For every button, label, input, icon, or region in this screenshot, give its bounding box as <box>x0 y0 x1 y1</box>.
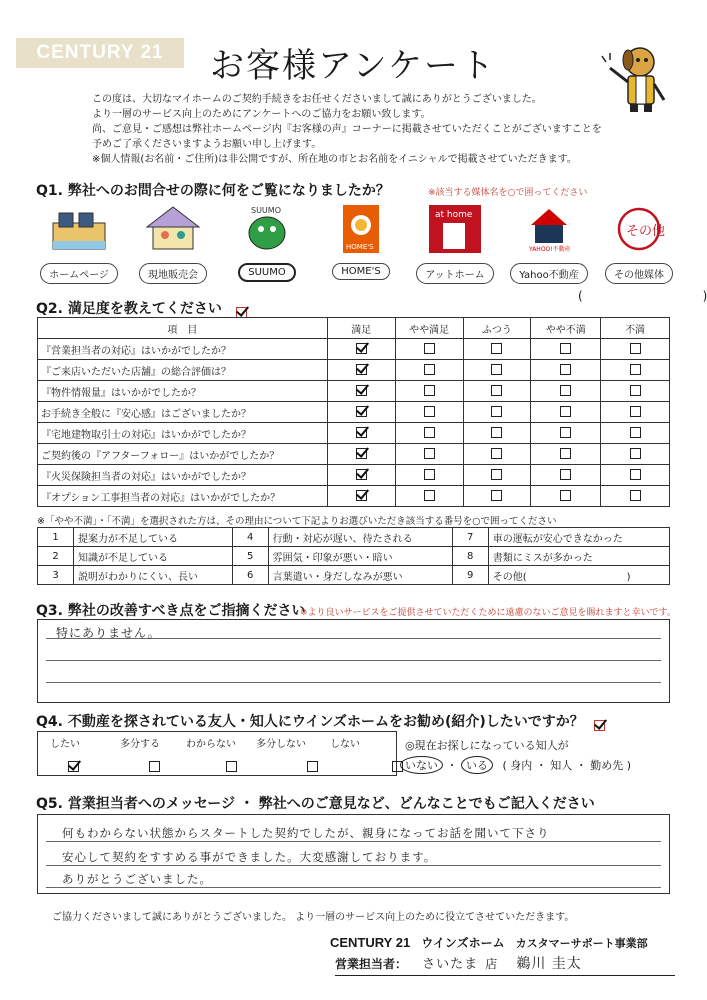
rating-cell <box>327 465 395 486</box>
rating-cell <box>531 360 601 381</box>
rating-cell <box>531 486 601 507</box>
media-label-yahoo: Yahoo不動産 <box>510 263 587 284</box>
recommend-checkbox[interactable] <box>226 761 237 772</box>
suumo-mascot-icon <box>237 205 297 253</box>
known-separator: ・ <box>446 759 458 772</box>
reason-number[interactable]: 1 <box>38 528 74 547</box>
rating-checkbox[interactable] <box>560 469 571 480</box>
rating-checkbox[interactable] <box>491 469 502 480</box>
rating-checkbox[interactable] <box>560 343 571 354</box>
intro-text <box>92 92 652 167</box>
svg-text:その他: その他 <box>626 224 666 239</box>
recommend-option-label: しない <box>330 739 360 750</box>
rating-cell <box>601 402 670 423</box>
rating-checkbox[interactable] <box>424 343 435 354</box>
table-row <box>38 339 670 360</box>
rating-cell <box>395 465 463 486</box>
rating-checkbox[interactable] <box>424 490 435 501</box>
rating-checkbox[interactable] <box>630 385 641 396</box>
rating-checkbox[interactable] <box>630 427 641 438</box>
reasons-table <box>37 527 670 585</box>
house-illustration-icon <box>49 205 109 253</box>
media-label-athome: アットホーム <box>416 263 493 284</box>
rating-cell <box>531 402 601 423</box>
table-row <box>38 402 670 423</box>
media-option-other[interactable] <box>594 205 684 284</box>
reason-number[interactable]: 3 <box>38 566 74 585</box>
rating-checkbox[interactable] <box>560 490 571 501</box>
rating-checkbox[interactable] <box>630 469 641 480</box>
q5-answer-line: ありがとうございました。 <box>62 872 212 886</box>
rating-checkbox[interactable] <box>356 448 367 459</box>
rating-cell <box>395 423 463 444</box>
yahoo-house-icon <box>519 205 579 253</box>
footer-company <box>330 932 648 951</box>
rating-cell <box>395 360 463 381</box>
century21-logo: CENTURY 21 <box>16 38 184 68</box>
other-media-paren: ( ) <box>578 289 707 303</box>
store-name: さいたま <box>422 957 479 972</box>
question-cell: 『物件情報量』はいかがでしたか？ <box>38 381 328 402</box>
homes-logo-icon <box>331 205 391 253</box>
svg-text:SUUMO: SUUMO <box>251 206 281 215</box>
rating-checkbox[interactable] <box>356 427 367 438</box>
rating-cell <box>601 444 670 465</box>
reason-number[interactable]: 5 <box>232 547 268 566</box>
recommend-option-label: わからない <box>186 739 236 750</box>
family-illustration-icon <box>143 205 203 253</box>
rating-checkbox[interactable] <box>491 364 502 375</box>
rating-cell <box>601 381 670 402</box>
rating-cell <box>395 402 463 423</box>
q4-options-box <box>37 731 397 776</box>
col-header-item: 項 目 <box>38 318 328 339</box>
q3-answer-text: 特にありません。 <box>56 626 161 640</box>
rating-checkbox[interactable] <box>356 385 367 396</box>
col-header-somewhat-dissatisfied: やや不満 <box>531 318 601 339</box>
question-cell: お手続き全般に『安心感』はございましたか？ <box>38 402 328 423</box>
rating-checkbox[interactable] <box>560 385 571 396</box>
media-option-athome[interactable] <box>410 205 500 284</box>
rating-checkbox[interactable] <box>630 364 641 375</box>
reason-text: 知識が不足している <box>74 547 233 566</box>
intro-line: より一層のサービス向上のためにアンケートへのご協力をお願い致します。 <box>92 109 431 120</box>
table-row <box>38 486 670 507</box>
reason-row <box>38 566 670 585</box>
rating-cell <box>601 360 670 381</box>
rating-checkbox[interactable] <box>491 385 502 396</box>
athome-logo-icon <box>425 205 485 253</box>
known-none-option[interactable]: いない <box>400 756 443 774</box>
rating-checkbox[interactable] <box>630 343 641 354</box>
rating-checkbox[interactable] <box>424 364 435 375</box>
staff-name: 鵜川 圭太 <box>516 956 582 972</box>
q2-title: Q2. 満足度を教えてください <box>36 301 222 317</box>
rating-checkbox[interactable] <box>424 469 435 480</box>
media-option-homes[interactable] <box>316 205 406 280</box>
reason-text: その他( ) <box>488 566 669 585</box>
table-row <box>38 444 670 465</box>
footer-brand: CENTURY 21 <box>330 935 411 950</box>
rating-checkbox[interactable] <box>630 490 641 501</box>
rating-checkbox[interactable] <box>560 427 571 438</box>
rating-cell <box>531 381 601 402</box>
q1-title: Q1. 弊社へのお問合せの際に何をご覧になりましたか？ <box>36 183 390 199</box>
footer-dept: カスタマーサポート事業部 <box>515 937 648 950</box>
reason-row <box>38 547 670 566</box>
store-suffix: 店 <box>485 957 498 971</box>
question-cell: 『営業担当者の対応』はいかがでしたか？ <box>38 339 328 360</box>
reason-text: 雰囲気・印象が悪い・暗い <box>268 547 452 566</box>
rating-checkbox[interactable] <box>491 406 502 417</box>
media-label-homepage: ホームページ <box>40 263 118 284</box>
reason-text: 書類にミスが多かった <box>488 547 669 566</box>
rating-checkbox[interactable] <box>491 490 502 501</box>
rating-checkbox[interactable] <box>356 364 367 375</box>
rating-cell <box>395 339 463 360</box>
reason-text: 行動・対応が遅い、待たされる <box>268 528 452 547</box>
rating-cell <box>327 402 395 423</box>
svg-text:at home: at home <box>435 210 473 220</box>
media-options <box>34 205 674 285</box>
col-header-neutral: ふつう <box>463 318 531 339</box>
rating-cell <box>463 444 531 465</box>
table-header-row <box>38 318 670 339</box>
svg-text:HOME'S: HOME'S <box>346 243 374 251</box>
media-label-other: その他媒体 <box>605 263 673 284</box>
rating-cell <box>463 465 531 486</box>
table-row <box>38 381 670 402</box>
rating-cell <box>463 339 531 360</box>
media-label-homes: HOME'S <box>332 263 389 280</box>
media-option-onsite[interactable] <box>128 205 218 284</box>
rating-cell <box>531 339 601 360</box>
media-option-yahoo[interactable] <box>504 205 594 284</box>
q3-answer-box[interactable] <box>37 619 670 703</box>
footer-company-name: ウインズホーム <box>421 936 505 950</box>
q5-answer-line: 安心して契約をすすめる事ができました。大変感謝しております。 <box>62 850 437 864</box>
rating-cell <box>601 339 670 360</box>
known-yes-option[interactable]: いる <box>461 756 493 774</box>
rating-cell <box>531 465 601 486</box>
intro-line: 予めご了承くださいますようお願い申し上げます。 <box>92 139 322 150</box>
rating-cell <box>601 423 670 444</box>
rating-checkbox[interactable] <box>424 385 435 396</box>
rating-cell <box>327 360 395 381</box>
table-row <box>38 465 670 486</box>
q3-title: Q3. 弊社の改善すべき点をご指摘ください <box>36 603 306 619</box>
known-label: ◎現在お探しになっている知人が <box>405 739 569 752</box>
recommend-checkbox[interactable] <box>307 761 318 772</box>
known-answer-row <box>400 756 631 774</box>
table-row <box>38 360 670 381</box>
footer-thanks: ご協力くださいまして誠にありがとうございました。 より一層のサービス向上のために役立てさせていただきます。 <box>52 912 575 923</box>
rating-checkbox[interactable] <box>630 448 641 459</box>
rating-cell <box>463 423 531 444</box>
rating-cell <box>395 444 463 465</box>
rating-cell <box>327 381 395 402</box>
intro-line: この度は、大切なマイホームのご契約手続きをお任せくださいまして誠にありがとうございました。 <box>92 94 542 105</box>
reason-text: 車の運転が安心できなかった <box>488 528 669 547</box>
col-header-somewhat-satisfied: やや満足 <box>395 318 463 339</box>
known-detail: ( 身内 ・ 知人 ・ 勤め先 ) <box>502 759 632 772</box>
media-option-suumo[interactable] <box>222 205 312 282</box>
reason-number[interactable]: 7 <box>452 528 488 547</box>
rating-cell <box>463 402 531 423</box>
reason-note: ※「やや不満」・「不満」を選択された方は、その理由について下記よりお選びいただき該当する番号を○で囲ってください <box>37 516 557 527</box>
other-stamp-icon <box>609 205 669 253</box>
reason-number[interactable]: 8 <box>452 547 488 566</box>
q1-note: ※該当する媒体名を○で囲ってください <box>428 188 588 198</box>
page-title: お客様アンケート <box>210 46 496 86</box>
rating-cell <box>601 486 670 507</box>
rating-cell <box>531 444 601 465</box>
rating-cell <box>463 360 531 381</box>
rating-checkbox[interactable] <box>424 406 435 417</box>
footer-staff-row <box>335 953 675 976</box>
rating-checkbox[interactable] <box>424 427 435 438</box>
recommend-option-label: 多分する <box>120 739 160 750</box>
question-cell: 『火災保険担当者の対応』はいかがでしたか？ <box>38 465 328 486</box>
question-cell: ご契約後の『アフターフォロー』はいかがでしたか？ <box>38 444 328 465</box>
recommend-option-label: 多分しない <box>256 739 306 750</box>
rating-checkbox[interactable] <box>356 343 367 354</box>
rating-cell <box>601 465 670 486</box>
media-label-suumo: SUUMO <box>238 263 296 282</box>
staff-label: 営業担当者： <box>335 957 408 971</box>
rating-checkbox[interactable] <box>424 448 435 459</box>
rating-cell <box>395 486 463 507</box>
q3-note: ※より良いサービスをご提供させていただくために遠慮のないご意見を賜れますと幸いです。 <box>300 608 676 618</box>
intro-line: 尚、ご意見・ご感想は弊社ホームページ内『お客様の声』コーナーに掲載させていただくことがございますことを <box>92 124 602 135</box>
reason-text: 提案力が不足している <box>74 528 233 547</box>
q5-title: Q5. 営業担当者へのメッセージ ・ 弊社へのご意見など、どんなことでもご記入ください <box>36 796 595 812</box>
recommend-option-label: したい <box>50 739 80 750</box>
recommend-checkbox[interactable] <box>68 761 79 772</box>
rating-checkbox[interactable] <box>491 343 502 354</box>
media-option-homepage[interactable] <box>34 205 124 284</box>
rating-checkbox[interactable] <box>356 490 367 501</box>
rating-checkbox[interactable] <box>356 406 367 417</box>
rating-cell <box>327 339 395 360</box>
reason-number[interactable]: 4 <box>232 528 268 547</box>
q5-answer-line: 何もわからない状態からスタートした契約でしたが、親身になってお話を聞いて下さり <box>62 826 550 840</box>
recommend-checkbox[interactable] <box>149 761 160 772</box>
question-cell: 『宅地建物取引士の対応』はいかがでしたか？ <box>38 423 328 444</box>
rating-checkbox[interactable] <box>491 427 502 438</box>
rating-checkbox[interactable] <box>491 448 502 459</box>
rating-cell <box>463 381 531 402</box>
reason-number[interactable]: 2 <box>38 547 74 566</box>
rating-checkbox[interactable] <box>560 448 571 459</box>
reason-number[interactable]: 6 <box>232 566 268 585</box>
rating-checkbox[interactable] <box>630 406 641 417</box>
q4-checkmark-icon <box>594 720 605 731</box>
media-label-onsite: 現地販売会 <box>139 263 207 284</box>
col-header-dissatisfied: 不満 <box>601 318 670 339</box>
rating-checkbox[interactable] <box>560 364 571 375</box>
rating-checkbox[interactable] <box>356 469 367 480</box>
rating-cell <box>395 381 463 402</box>
q5-answer-box[interactable] <box>37 814 670 894</box>
rating-cell <box>327 486 395 507</box>
svg-text:YAHOO!不動産: YAHOO!不動産 <box>529 246 571 253</box>
col-header-satisfied: 満足 <box>327 318 395 339</box>
rating-cell <box>531 423 601 444</box>
reason-text: 説明がわかりにくい、長い <box>74 566 233 585</box>
reason-text: 言葉遣い・身だしなみが悪い <box>268 566 452 585</box>
reason-row <box>38 528 670 547</box>
rating-cell <box>327 444 395 465</box>
rating-cell <box>463 486 531 507</box>
table-row <box>38 423 670 444</box>
satisfaction-table <box>37 317 670 507</box>
question-cell: 『ご来店いただいた店舗』の総合評価は？ <box>38 360 328 381</box>
question-cell: 『オプション工事担当者の対応』はいかがでしたか？ <box>38 486 328 507</box>
q4-title: Q4. 不動産を探されている友人・知人にウインズホームをお勧め(紹介)したいですか？ <box>36 714 584 730</box>
intro-line: ※個人情報(お名前・ご住所)は非公開ですが、所在地の市とお名前をイニシャルで掲載させていただきます。 <box>92 154 577 165</box>
rating-checkbox[interactable] <box>560 406 571 417</box>
reason-number[interactable]: 9 <box>452 566 488 585</box>
rating-cell <box>327 423 395 444</box>
